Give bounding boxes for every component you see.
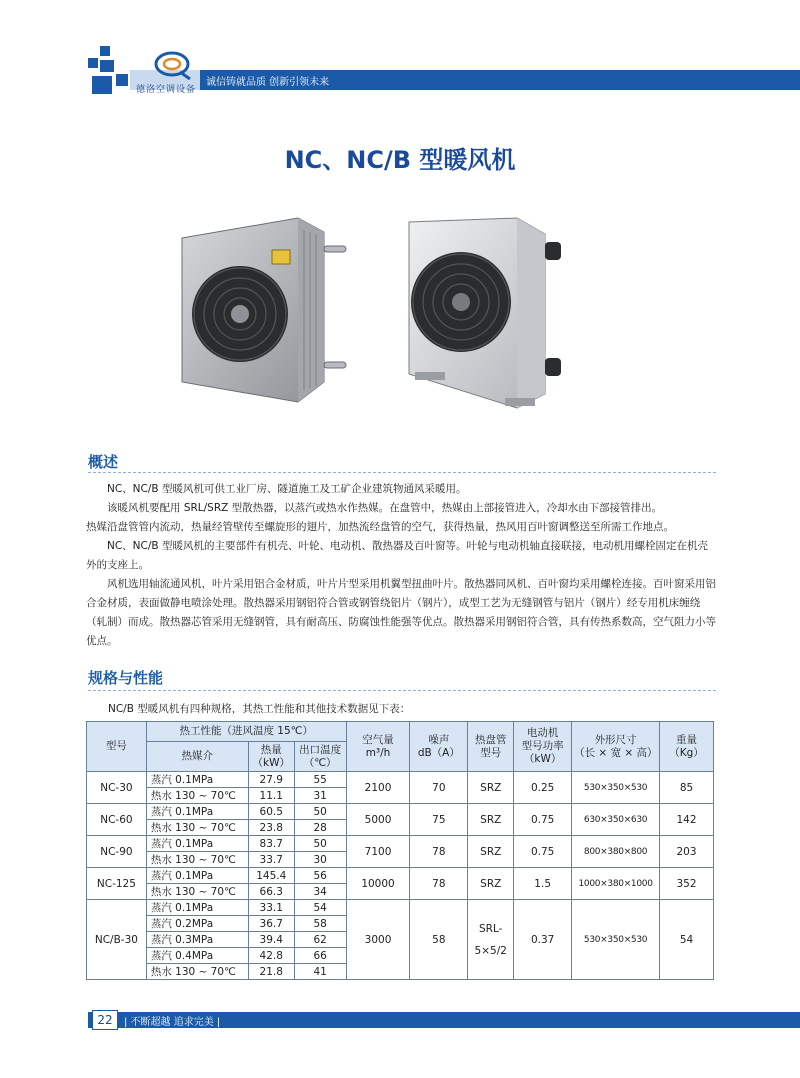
cell-model: NC-60 (87, 804, 147, 836)
cell-medium: 蒸汽 0.2MPa (146, 916, 248, 932)
header-line: 型号功率 (521, 740, 564, 752)
cell-medium: 热水 130 ~ 70℃ (146, 884, 248, 900)
header-decoration (88, 46, 128, 94)
header-line: dB（A） (417, 746, 460, 759)
cell-outlet-temp: 66 (294, 948, 346, 964)
cell-medium: 蒸汽 0.1MPa (146, 900, 248, 916)
section-heading-overview: 概述 (88, 453, 119, 471)
cell-weight: 85 (660, 772, 714, 804)
cell-heat: 33.7 (248, 852, 294, 868)
cell-air: 5000 (346, 804, 410, 836)
cell-heat: 42.8 (248, 948, 294, 964)
cell-heat: 145.4 (248, 868, 294, 884)
cell-motor: 0.37 (514, 900, 572, 980)
header-line: 型号 (480, 746, 502, 759)
cell-noise: 78 (410, 868, 468, 900)
overview-paragraph: 热媒沿盘管管内流动，热量经管壁传至螺旋形的翅片，加热流经盘管的空气，获得热量，热风用百叶窗调整送至所需工作地点。 (86, 521, 674, 533)
cell-medium: 热水 130 ~ 70℃ (146, 788, 248, 804)
cell-dims: 530×350×530 (572, 772, 660, 804)
cell-heat: 11.1 (248, 788, 294, 804)
header-line: m³/h (365, 746, 391, 759)
overview-paragraph: 该暖风机要配用 SRL/SRZ 型散热器，以蒸汽或热水作热媒。在盘管中，热媒由上部接管进入，冷却水由下部接管排出。 (107, 502, 663, 514)
cell-model: NC-30 (87, 772, 147, 804)
cell-heat: 66.3 (248, 884, 294, 900)
company-logo-icon (150, 50, 194, 80)
cell-medium: 蒸汽 0.1MPa (146, 772, 248, 788)
overview-text (86, 480, 716, 651)
header-line: 出口温度 (299, 743, 342, 756)
cell-air: 7100 (346, 836, 410, 868)
table-row (87, 836, 714, 852)
header-line: 外形尺寸 (594, 733, 637, 746)
cell-outlet-temp: 50 (294, 836, 346, 852)
spec-table-body (87, 772, 714, 980)
cell-outlet-temp: 34 (294, 884, 346, 900)
header-line: 热量 (260, 743, 282, 756)
cell-heat: 83.7 (248, 836, 294, 852)
cell-medium: 蒸汽 0.1MPa (146, 836, 248, 852)
product-image-nc (176, 210, 356, 410)
cell-weight: 54 (660, 900, 714, 980)
header-line: 空气量 (362, 733, 394, 746)
cell-air: 3000 (346, 900, 410, 980)
col-header-heat (248, 742, 294, 772)
col-header-model: 型号 (87, 722, 147, 772)
cell-weight: 142 (660, 804, 714, 836)
product-image-ncb (405, 212, 585, 412)
cell-outlet-temp: 31 (294, 788, 346, 804)
cell-medium: 蒸汽 0.3MPa (146, 932, 248, 948)
cell-weight: 203 (660, 836, 714, 868)
table-row (87, 804, 714, 820)
cell-coil: SRZ (468, 772, 514, 804)
cell-noise: 78 (410, 836, 468, 868)
footer-slogan: | 不断超越 追求完美 | (124, 1017, 221, 1028)
col-header-coil (468, 722, 514, 772)
cell-weight: 352 (660, 868, 714, 900)
cell-outlet-temp: 58 (294, 916, 346, 932)
header-line: （kW） (252, 756, 290, 769)
cell-motor: 0.75 (514, 804, 572, 836)
col-header-thermal: 热工性能（进风温度 15℃） (146, 722, 346, 742)
cell-outlet-temp: 62 (294, 932, 346, 948)
cell-medium: 蒸汽 0.1MPa (146, 804, 248, 820)
table-row (87, 900, 714, 916)
cell-dims: 800×380×800 (572, 836, 660, 868)
section-divider (88, 472, 716, 473)
col-header-motor (514, 722, 572, 772)
cell-heat: 39.4 (248, 932, 294, 948)
table-row (87, 868, 714, 884)
cell-coil: SRZ (468, 804, 514, 836)
spec-table (86, 721, 714, 980)
section-heading-specs: 规格与性能 (88, 669, 164, 687)
specs-intro: NC/B 型暖风机有四种规格，其热工性能和其他技术数据见下表： (108, 703, 411, 715)
cell-model: NC-90 (87, 836, 147, 868)
table-row (87, 772, 714, 788)
cell-air: 2100 (346, 772, 410, 804)
cell-outlet-temp: 55 (294, 772, 346, 788)
cell-coil: SRL- 5×5/2 (468, 900, 514, 980)
col-header-medium: 热媒介 (146, 742, 248, 772)
header-line: （℃） (303, 756, 337, 769)
cell-coil: SRZ (468, 868, 514, 900)
cell-heat: 33.1 (248, 900, 294, 916)
overview-paragraph: 风机选用轴流通风机，叶片采用铝合金材质，叶片片型采用机翼型扭曲叶片。散热器同风机、百叶窗均采用螺栓连接。百叶窗采用铝合金材质，表面做静电喷涂处理。散热器采用钢铝符合管或钢管绕铝片（钢片），成型工艺为无缝钢管与铝片（钢片）经专用机床缠绕（轧制）而成。散热器芯管采用无缝钢管，具有耐高压、防腐蚀性能强等优点。散热器采用钢铝符合管，具有传热系数高，空气阻力小等优点。 (86, 578, 716, 647)
header-line: 电动机 (526, 727, 559, 739)
page-number: 22 (92, 1010, 118, 1030)
page-title: NC、NC/B 型暖风机 (284, 146, 516, 174)
cell-outlet-temp: 56 (294, 868, 346, 884)
cell-coil: SRZ (468, 836, 514, 868)
cell-model: NC-125 (87, 868, 147, 900)
cell-dims: 530×350×530 (572, 900, 660, 980)
col-header-air (346, 722, 410, 772)
header-line: 噪声 (428, 733, 450, 746)
cell-medium: 热水 130 ~ 70℃ (146, 820, 248, 836)
overview-paragraph: NC、NC/B 型暖风机的主要部件有机壳、叶轮、电动机、散热器及百叶窗等。叶轮与电动机轴直接联接，电动机用螺栓固定在机壳外的支座上。 (86, 540, 708, 571)
cell-medium: 蒸汽 0.1MPa (146, 868, 248, 884)
header-line: （Kg） (669, 746, 704, 759)
cell-heat: 27.9 (248, 772, 294, 788)
cell-heat: 36.7 (248, 916, 294, 932)
cell-outlet-temp: 54 (294, 900, 346, 916)
cell-outlet-temp: 28 (294, 820, 346, 836)
cell-heat: 60.5 (248, 804, 294, 820)
cell-motor: 0.75 (514, 836, 572, 868)
header-line: （长 × 宽 × 高） (574, 746, 658, 759)
cell-outlet-temp: 41 (294, 964, 346, 980)
col-header-outlet-temp (294, 742, 346, 772)
header-slogan: 诚信铸就品质 创新引领未来 (206, 77, 330, 88)
header-line: （kW） (523, 753, 562, 765)
section-divider (88, 690, 716, 691)
header-line: 热盘管 (474, 733, 507, 746)
cell-heat: 21.8 (248, 964, 294, 980)
cell-heat: 23.8 (248, 820, 294, 836)
cell-motor: 0.25 (514, 772, 572, 804)
col-header-noise (410, 722, 468, 772)
cell-medium: 热水 130 ~ 70℃ (146, 852, 248, 868)
cell-motor: 1.5 (514, 868, 572, 900)
cell-noise: 75 (410, 804, 468, 836)
cell-dims: 1000×380×1000 (572, 868, 660, 900)
overview-paragraph: NC、NC/B 型暖风机可供工业厂房、隧道施工及工矿企业建筑物通风采暖用。 (107, 483, 467, 495)
cell-outlet-temp: 30 (294, 852, 346, 868)
cell-outlet-temp: 50 (294, 804, 346, 820)
cell-medium: 蒸汽 0.4MPa (146, 948, 248, 964)
cell-noise: 70 (410, 772, 468, 804)
col-header-weight (660, 722, 714, 772)
col-header-dims (572, 722, 660, 772)
cell-dims: 630×350×630 (572, 804, 660, 836)
company-name: 德洛空调设备 (136, 85, 197, 95)
cell-noise: 58 (410, 900, 468, 980)
cell-air: 10000 (346, 868, 410, 900)
cell-medium: 热水 130 ~ 70℃ (146, 964, 248, 980)
cell-model: NC/B-30 (87, 900, 147, 980)
header-line: 重量 (676, 733, 698, 746)
